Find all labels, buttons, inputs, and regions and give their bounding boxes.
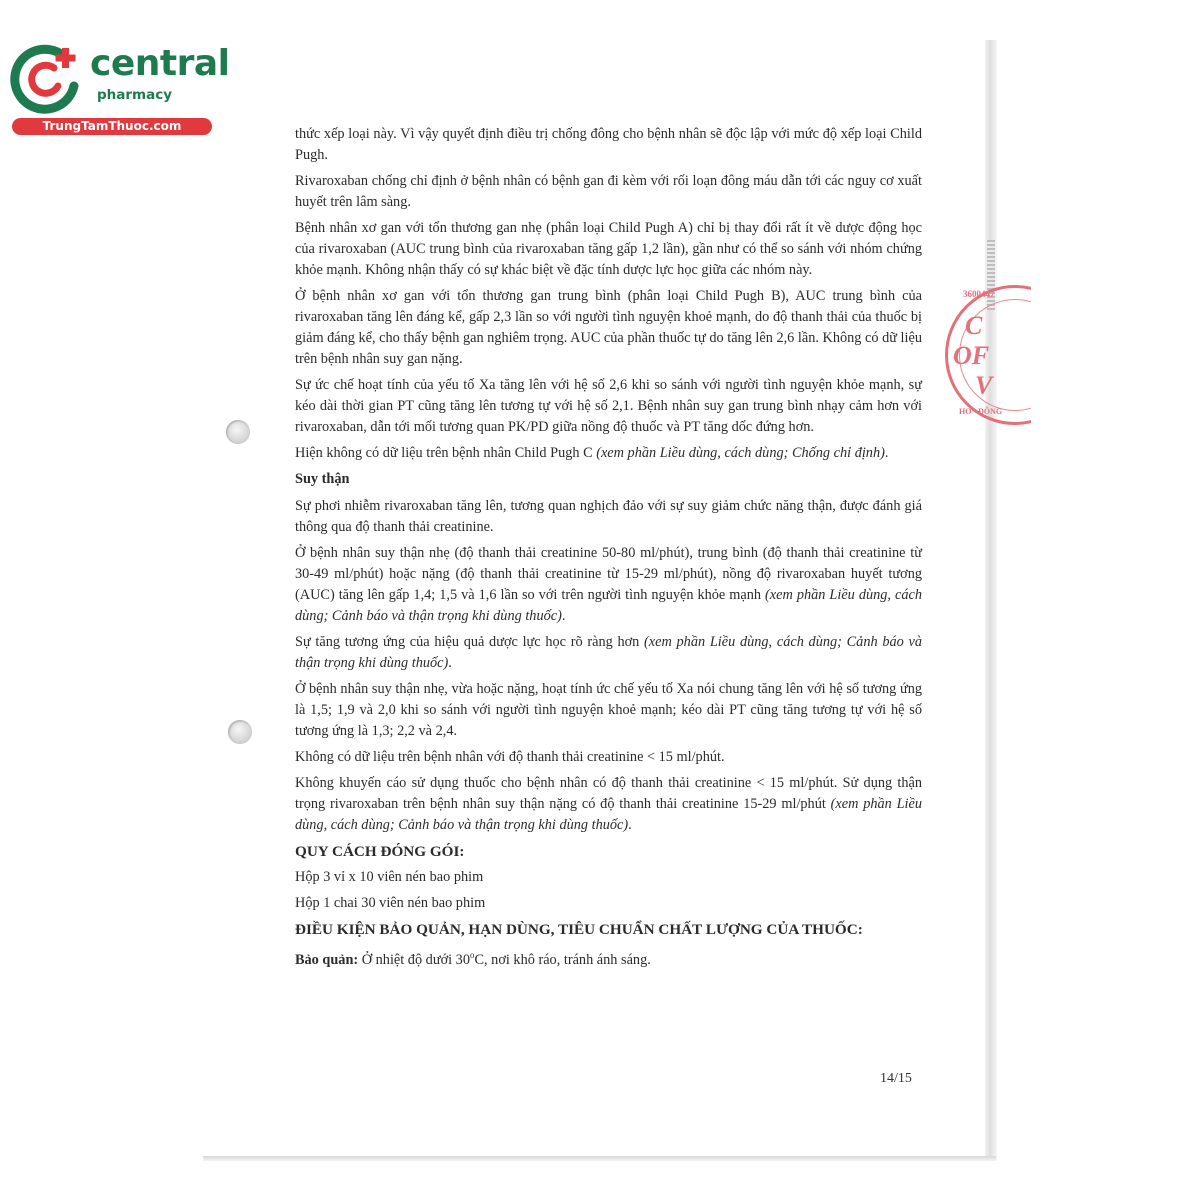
storage-label: Bảo quản: [295, 951, 359, 968]
document-body [295, 124, 922, 976]
paragraph: Không có dữ liệu trên bệnh nhân với độ thanh thải creatinine < 15 ml/phút. [295, 749, 725, 765]
punch-hole-icon [228, 720, 252, 744]
paragraph: Sự phơi nhiễm rivaroxaban tăng lên, tương quan nghịch đảo với sự suy giảm chức năng thận, được đánh giá thông qua độ thanh thải creatinine. [295, 498, 922, 535]
packaging-item: Hộp 1 chai 30 viên nén bao phim [295, 895, 486, 911]
page-right-edge [985, 40, 997, 1160]
section-heading-storage: ĐIỀU KIỆN BẢO QUẢN, HẠN DÙNG, TIÊU CHUẨN CHẤT LƯỢNG CỦA THUỐC: [295, 921, 863, 938]
section-heading-packaging: QUY CÁCH ĐÓNG GÓI: [295, 843, 465, 860]
logo-brand-name: central [90, 43, 230, 84]
page-bottom-shadow [203, 1156, 996, 1161]
stamp-bottom-text: HO - ĐÔNG [959, 407, 1003, 416]
paragraph: thức xếp loại này. Vì vậy quyết định điều trị chống đông cho bệnh nhân sẽ độc lập với mức độ xếp loại Child Pugh. [295, 126, 922, 163]
paragraph: Ở bệnh nhân suy thận nhẹ, vừa hoặc nặng, hoạt tính ức chế yếu tố Xa nói chung tăng lên với hệ số tương ứng là 1,5; 1,9 và 2,0 khi so sánh với người tình nguyện khoẻ mạnh; kéo dài PT cũng tăng tương tự với hệ số tương ứng là 1,3; 2,2 và 2,4. [295, 681, 922, 739]
section-subheading-renal: Suy thận [295, 471, 350, 487]
punch-hole-icon [226, 420, 250, 444]
paragraph: Rivaroxaban chống chỉ định ở bệnh nhân có bệnh gan đi kèm với rối loạn đông máu dẫn tới các nguy cơ xuất huyết trên lâm sàng. [295, 173, 922, 210]
paragraph-text: Hiện không có dữ liệu trên bệnh nhân Child Pugh C [295, 445, 597, 461]
storage-line [295, 945, 922, 971]
logo-mark-icon [8, 38, 88, 118]
storage-text: Ở nhiệt độ dưới 30 [358, 951, 470, 968]
degree-sign: o [469, 950, 475, 960]
paragraph-text: Không khuyến cáo sử dụng thuốc cho bệnh nhân có độ thanh thải creatinine < 15 ml/phút. Sử dụng thận trọng rivaroxaban trên bệnh nhân suy thận nặng có độ thanh thải creatinine 15-29 ml/phút [295, 775, 922, 812]
paragraph [295, 773, 922, 836]
packaging-item: Hộp 3 vỉ x 10 viên nén bao phim [295, 869, 484, 885]
paragraph: Bệnh nhân xơ gan với tổn thương gan nhẹ (phân loại Child Pugh A) chỉ bị thay đổi rất ít về dược động học của rivaroxaban (AUC trung bình của rivaroxaban tăng gấp 1,2 lần), gần như có thể so sánh với nhóm chứng khỏe mạnh. Không nhận thấy có sự khác biệt về đặc tính dược lực học giữa các nhóm này. [295, 220, 922, 278]
paragraph [295, 443, 922, 464]
storage-text: C, nơi khô ráo, tránh ánh sáng. [474, 951, 651, 968]
paragraph: Sự ức chế hoạt tính của yếu tố Xa tăng lên với hệ số 2,6 khi so sánh với người tình nguyện khỏe mạnh, sự kéo dài thời gian PT cũng tăng lên tương tự với hệ số 2,1. Bệnh nhân suy gan trung bình nhạy cảm hơn với rivaroxaban, dẫn tới mối tương quan PK/PD giữa nồng độ thuốc và PT tăng dốc đứng hơn. [295, 377, 922, 435]
stamp-letter-2: OF [953, 341, 990, 370]
paragraph-end: . [884, 445, 889, 461]
page-number: 14/15 [880, 1071, 912, 1086]
cross-reference: (xem phần Liều dùng, cách dùng; Chống chỉ định) [596, 445, 885, 461]
paragraph [295, 543, 922, 627]
logo-brand-sub: pharmacy [97, 87, 173, 103]
stamp-letter-1: C [965, 311, 983, 340]
stamp-number: 3600447 [963, 289, 995, 299]
cross-reference: (xem phần Liều dùng, cách dùng; Cảnh báo và thận trọng khi dùng thuốc) [295, 634, 922, 671]
central-pharmacy-logo[interactable] [8, 38, 230, 138]
paragraph: Ở bệnh nhân xơ gan với tổn thương gan trung bình (phân loại Child Pugh B), AUC trung bình của rivaroxaban tăng lên đáng kể, gấp 2,3 lần so với người tình nguyện khoẻ mạnh, do độ thanh thải của thuốc bị giảm đáng kể, cho thấy bệnh gan nghiêm trọng. AUC của phần thuốc tự do tăng lên 2,6 lần. Không có dữ liệu trên bệnh nhân suy gan nặng. [295, 288, 922, 367]
paragraph-text: Ở bệnh nhân suy thận nhẹ (độ thanh thải creatinine 50-80 ml/phút), trung bình (độ thanh thải creatinine từ 30-49 ml/phút) hoặc nặng (độ thanh thải creatinine từ 15-29 ml/phút), nồng độ rivaroxaban huyết tương (AUC) tăng lên gấp 1,4; 1,5 và 1,6 lần so với trên người tình nguyện khỏe mạnh [295, 545, 922, 603]
cross-reference: (xem phần Liều dùng, cách dùng; Cảnh báo và thận trọng khi dùng thuốc) [295, 796, 923, 833]
paragraph-end: . [628, 817, 632, 833]
logo-site-banner[interactable]: TrungTamThuoc.com [12, 118, 212, 135]
stamp-letter-3: V [975, 371, 993, 400]
paragraph-end: . [561, 608, 566, 624]
paragraph-text: Sự tăng tương ứng của hiệu quả dược lực học rõ ràng hơn [295, 634, 645, 650]
paragraph-end: . [448, 655, 452, 671]
red-stamp [945, 285, 1031, 435]
paragraph [295, 632, 922, 674]
cross-reference: (xem phần Liều dùng, cách dùng; Cảnh báo và thận trọng khi dùng thuốc) [295, 587, 922, 624]
